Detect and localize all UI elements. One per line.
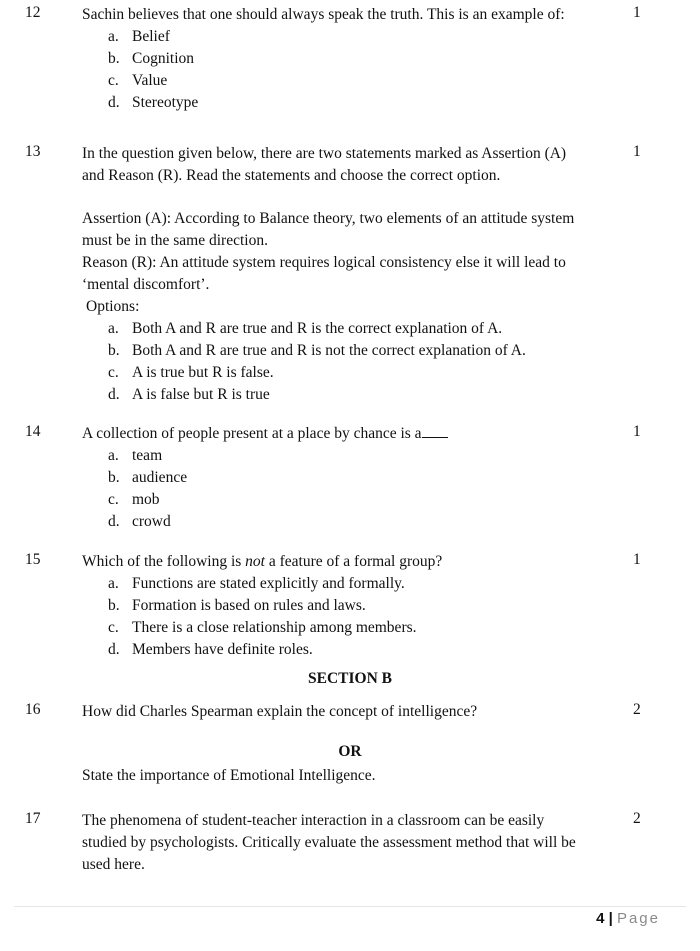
option-c: c. There is a close relationship among members. xyxy=(108,619,417,636)
page-footer xyxy=(596,910,660,927)
question-stem: How did Charles Spearman explain the concept of intelligence? xyxy=(82,703,478,720)
question-number: 13 xyxy=(25,143,41,160)
option-b: b. Cognition xyxy=(108,50,195,67)
option-d: d. A is false but R is true xyxy=(108,386,270,403)
question-stem: Sachin believes that one should always speak the truth. This is an example of: xyxy=(82,6,565,23)
option-d: d. crowd xyxy=(108,513,171,530)
option-d: d. Members have definite roles. xyxy=(108,641,313,658)
question-marks: 1 xyxy=(633,551,641,568)
page-number: 4 xyxy=(596,910,605,927)
options-label: Options: xyxy=(86,298,140,315)
alternate-question: State the importance of Emotional Intelligence. xyxy=(82,767,376,784)
option-a: a. team xyxy=(108,447,163,464)
footer-separator: | xyxy=(608,910,613,927)
question-number: 14 xyxy=(25,423,41,440)
section-heading: SECTION B xyxy=(308,670,392,687)
question-marks: 1 xyxy=(633,143,641,160)
or-separator: OR xyxy=(338,743,362,760)
reason: Reason (R): An attitude system requires logical consistency else it will lead to ‘mental discomfort’. xyxy=(82,254,566,293)
option-d: d. Stereotype xyxy=(108,94,199,111)
page-word: Page xyxy=(616,910,660,927)
option-c: c. mob xyxy=(108,491,160,508)
question-marks: 2 xyxy=(633,810,641,827)
option-c: c. A is true but R is false. xyxy=(108,364,274,381)
option-b: b. audience xyxy=(108,469,188,486)
option-c: c. Value xyxy=(108,72,168,89)
option-a: a. Both A and R are true and R is the correct explanation of A. xyxy=(108,320,503,337)
question-marks: 1 xyxy=(633,4,641,21)
option-b: b. Formation is based on rules and laws. xyxy=(108,597,366,614)
option-a: a. Functions are stated explicitly and formally. xyxy=(108,575,405,592)
option-b: b. Both A and R are true and R is not the correct explanation of A. xyxy=(108,342,526,359)
question-marks: 2 xyxy=(633,701,641,718)
question-stem: Which of the following is not a feature of a formal group? xyxy=(82,553,443,570)
question-marks: 1 xyxy=(633,423,641,440)
question-stem: A collection of people present at a place by chance is a xyxy=(82,423,612,445)
question-number: 16 xyxy=(25,701,41,718)
question-number: 15 xyxy=(25,551,41,568)
option-a: a. Belief xyxy=(108,28,170,45)
question-stem: The phenomena of student-teacher interaction in a classroom can be easily studied by psychologists. Critically evaluate the assessment method that will be used here. xyxy=(82,812,576,873)
assertion: Assertion (A): According to Balance theory, two elements of an attitude system must be in the same direction. xyxy=(82,210,575,249)
question-stem: In the question given below, there are two statements marked as Assertion (A) and Reason (R). Read the statements and choose the correct option. xyxy=(82,145,567,184)
question-number: 12 xyxy=(25,4,41,21)
question-number: 17 xyxy=(25,810,41,827)
footer-divider xyxy=(14,906,686,907)
answer-blank xyxy=(422,423,448,438)
